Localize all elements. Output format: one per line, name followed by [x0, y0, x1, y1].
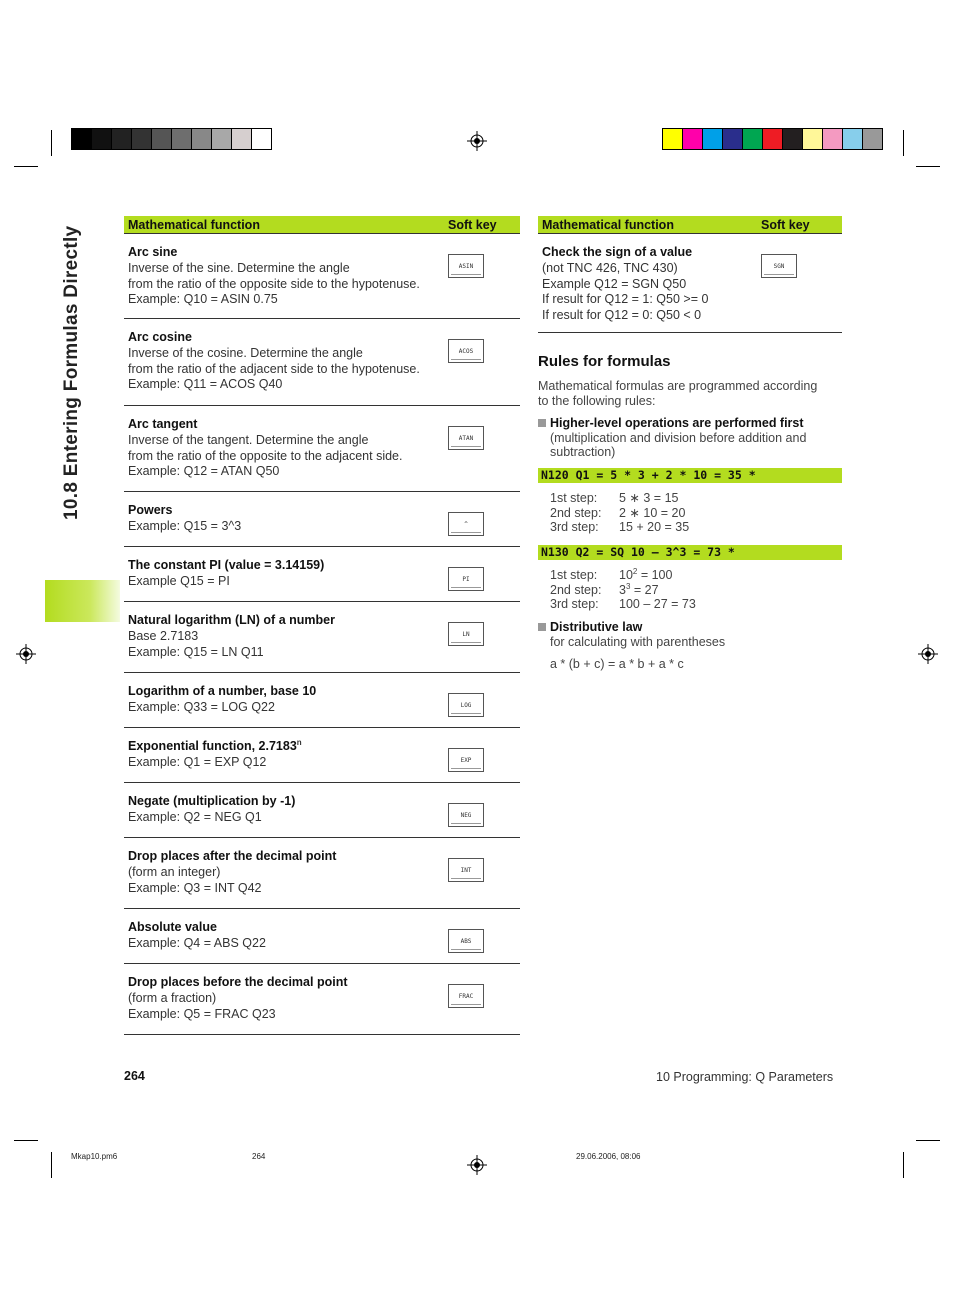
function-detail-line: from the ratio of the adjacent side to the hypotenuse.	[128, 361, 420, 376]
step-row	[550, 506, 689, 521]
function-row	[124, 673, 520, 728]
function-description	[128, 684, 316, 716]
softkey-power-button[interactable]: ^	[448, 512, 484, 536]
calibration-swatch	[703, 129, 723, 149]
crop-mark	[51, 130, 52, 156]
function-detail-line: Example: Q33 = LOG Q22	[128, 699, 275, 714]
step-row	[550, 583, 696, 598]
function-detail-line: from the ratio of the opposite to the adjacent side.	[128, 448, 403, 463]
crop-mark	[903, 130, 904, 156]
function-description	[128, 558, 324, 590]
function-detail-line: Example Q15 = PI	[128, 573, 230, 588]
softkey-exp-button[interactable]: EXP	[448, 748, 484, 772]
function-row	[124, 406, 520, 492]
step-label: 2nd step:	[550, 582, 602, 597]
print-file-name: Mkap10.pm6	[71, 1152, 118, 1161]
function-row	[124, 964, 520, 1035]
function-detail-line: Example: Q3 = INT Q42	[128, 880, 262, 895]
function-detail-line: Example: Q1 = EXP Q12	[128, 754, 267, 769]
step-exponent: 3	[625, 581, 631, 591]
crop-mark	[14, 166, 38, 167]
function-table-left	[124, 216, 520, 1035]
function-title: Drop places after the decimal point	[128, 849, 337, 863]
function-detail-line: If result for Q12 = 0: Q50 < 0	[542, 308, 702, 323]
rule-bullet-2	[550, 620, 842, 649]
function-title-exponent: n	[296, 737, 302, 747]
steps-example-1	[550, 491, 689, 535]
rule-bullet-line: for calculating with parentheses	[550, 634, 726, 649]
code-line-n130: N130 Q2 = SQ 10 – 3^3 = 73 *	[538, 545, 842, 560]
function-row	[124, 602, 520, 673]
function-detail-line: Example: Q15 = LN Q11	[128, 644, 264, 659]
calibration-swatch	[212, 129, 232, 149]
function-description	[542, 245, 708, 324]
softkey-frac-button[interactable]: FRAC	[448, 984, 484, 1008]
softkey-abs-button[interactable]: ABS	[448, 929, 484, 953]
rule-bullet-1	[550, 416, 842, 460]
step-base: 3	[619, 582, 626, 597]
table-header	[124, 216, 520, 233]
rule-bullet-title: Distributive law	[550, 620, 643, 634]
function-row	[124, 838, 520, 909]
function-detail-line: Example: Q5 = FRAC Q23	[128, 1006, 276, 1021]
function-description	[128, 975, 348, 1022]
function-detail-line: Example: Q15 = 3^3	[128, 518, 242, 533]
calibration-swatch	[232, 129, 252, 149]
chapter-tab-marker	[45, 580, 120, 622]
function-title: The constant PI (value = 3.14159)	[128, 558, 325, 572]
rule-bullet-line: (multiplication and division before addition and	[550, 430, 807, 445]
crop-mark	[51, 1152, 52, 1178]
step-label: 2nd step:	[550, 505, 602, 520]
function-row	[124, 492, 520, 547]
calibration-swatch	[683, 129, 703, 149]
grayscale-calibration-bar	[71, 128, 272, 150]
function-title: Arc cosine	[128, 330, 192, 344]
chapter-side-title: 10.8 Entering Formulas Directly	[61, 225, 82, 520]
step-value: 15 + 20 = 35	[619, 520, 690, 535]
calibration-swatch	[723, 129, 743, 149]
function-title: Absolute value	[128, 920, 217, 934]
function-title: Negate (multiplication by -1)	[128, 794, 296, 808]
calibration-swatch	[823, 129, 843, 149]
function-title: Drop places before the decimal point	[128, 975, 348, 989]
rules-heading: Rules for formulas	[538, 353, 671, 370]
function-detail-line: Example: Q11 = ACOS Q40	[128, 377, 283, 392]
step-rest: = 100	[637, 568, 673, 582]
function-title: Natural logarithm (LN) of a number	[128, 613, 335, 627]
function-description	[128, 849, 336, 896]
step-value: 2 ∗ 10 = 20	[619, 505, 686, 520]
rules-intro-line: Mathematical formulas are programmed according	[538, 379, 818, 393]
calibration-swatch	[112, 129, 132, 149]
calibration-swatch	[783, 129, 803, 149]
function-detail-line: Example Q12 = SGN Q50	[542, 276, 687, 291]
function-description	[128, 920, 266, 952]
step-row	[550, 568, 696, 583]
calibration-swatch	[663, 129, 683, 149]
calibration-swatch	[92, 129, 112, 149]
registration-mark-icon	[918, 644, 938, 664]
step-label: 3rd step:	[550, 597, 599, 612]
registration-mark-icon	[16, 644, 36, 664]
rules-intro	[538, 379, 842, 408]
calibration-swatch	[152, 129, 172, 149]
function-title: Arc tangent	[128, 417, 198, 431]
function-detail-line: If result for Q12 = 1: Q50 >= 0	[542, 292, 709, 307]
rule-bullet-line: subtraction)	[550, 445, 616, 459]
softkey-ln-button[interactable]: LN	[448, 622, 484, 646]
code-line-n120: N120 Q1 = 5 * 3 + 2 * 10 = 35 *	[538, 468, 842, 483]
function-description	[128, 330, 420, 393]
softkey-pi-button[interactable]: PI	[448, 567, 484, 591]
function-row	[124, 319, 520, 406]
function-row	[124, 909, 520, 964]
function-row	[538, 234, 842, 333]
function-detail-line: (form an integer)	[128, 864, 221, 879]
step-label: 1st step:	[550, 568, 598, 582]
step-label: 1st step:	[550, 491, 598, 505]
function-detail-line: Inverse of the cosine. Determine the angle	[128, 345, 363, 360]
print-timestamp: 29.06.2006, 08:06	[576, 1152, 641, 1161]
calibration-swatch	[743, 129, 763, 149]
softkey-int-button[interactable]: INT	[448, 858, 484, 882]
function-title: Exponential function, 2.7183	[128, 739, 297, 753]
header-function: Mathematical function	[542, 217, 674, 232]
chapter-footer: 10 Programming: Q Parameters	[656, 1070, 834, 1084]
distributive-formula: a * (b + c) = a * b + a * c	[550, 657, 684, 671]
function-row	[124, 728, 520, 783]
calibration-swatch	[843, 129, 863, 149]
registration-mark-icon	[467, 131, 487, 151]
crop-mark	[14, 1140, 38, 1141]
function-detail-line: Base 2.7183	[128, 628, 199, 643]
softkey-acos-button[interactable]: ACOS	[448, 339, 484, 363]
function-row	[124, 234, 520, 319]
function-row	[124, 783, 520, 838]
color-calibration-bar	[662, 128, 883, 150]
step-value: 5 ∗ 3 = 15	[619, 491, 679, 505]
function-detail-line: from the ratio of the opposite side to the hypotenuse.	[128, 276, 420, 291]
step-row	[550, 520, 689, 535]
softkey-sgn-button[interactable]: SGN	[761, 254, 797, 278]
function-detail-line: Example: Q2 = NEG Q1	[128, 809, 262, 824]
rules-intro-line: to the following rules:	[538, 393, 656, 408]
function-title: Arc sine	[128, 245, 178, 259]
function-title: Logarithm of a number, base 10	[128, 684, 317, 698]
function-detail-line: Example: Q12 = ATAN Q50	[128, 464, 280, 479]
function-detail-line: Example: Q4 = ABS Q22	[128, 935, 266, 950]
softkey-asin-button[interactable]: ASIN	[448, 254, 484, 278]
header-softkey: Soft key	[448, 217, 497, 232]
header-softkey: Soft key	[761, 217, 810, 232]
step-row	[550, 491, 689, 506]
function-detail-line: Inverse of the tangent. Determine the angle	[128, 432, 369, 447]
calibration-swatch	[72, 129, 92, 149]
function-description	[128, 794, 295, 826]
calibration-swatch	[192, 129, 212, 149]
softkey-neg-button[interactable]: NEG	[448, 803, 484, 827]
function-description	[128, 417, 402, 480]
calibration-swatch	[252, 129, 271, 149]
registration-mark-icon	[467, 1155, 487, 1175]
bullet-square-icon	[538, 623, 546, 631]
function-table-right	[538, 216, 842, 333]
function-description	[128, 739, 302, 771]
step-label: 3rd step:	[550, 520, 599, 535]
page-number: 264	[124, 1069, 145, 1083]
header-function: Mathematical function	[128, 217, 260, 232]
function-description	[128, 613, 335, 660]
function-title: Check the sign of a value	[542, 245, 693, 259]
softkey-atan-button[interactable]: ATAN	[448, 426, 484, 450]
step-base: 100 – 27 = 73	[619, 597, 696, 612]
rule-bullet-title: Higher-level operations are performed first	[550, 416, 804, 430]
calibration-swatch	[863, 129, 882, 149]
print-file-page: 264	[252, 1152, 266, 1161]
function-description	[128, 503, 241, 535]
calibration-swatch	[132, 129, 152, 149]
crop-mark	[916, 1140, 940, 1141]
function-detail-line: Inverse of the sine. Determine the angle	[128, 260, 350, 275]
calibration-swatch	[172, 129, 192, 149]
steps-example-2	[550, 568, 696, 612]
step-base: 10	[619, 568, 633, 582]
table-header	[538, 216, 842, 233]
step-row	[550, 597, 696, 612]
crop-mark	[916, 166, 940, 167]
crop-mark	[903, 1152, 904, 1178]
step-rest: = 27	[630, 582, 659, 597]
function-detail-line: (form a fraction)	[128, 990, 217, 1005]
function-row	[124, 547, 520, 602]
function-detail-line: (not TNC 426, TNC 430)	[542, 260, 678, 275]
softkey-log-button[interactable]: LOG	[448, 693, 484, 717]
function-description	[128, 245, 420, 308]
bullet-square-icon	[538, 419, 546, 427]
function-detail-line: Example: Q10 = ASIN 0.75	[128, 292, 278, 307]
function-title: Powers	[128, 503, 173, 517]
step-exponent: 2	[632, 566, 638, 576]
calibration-swatch	[803, 129, 823, 149]
calibration-swatch	[763, 129, 783, 149]
